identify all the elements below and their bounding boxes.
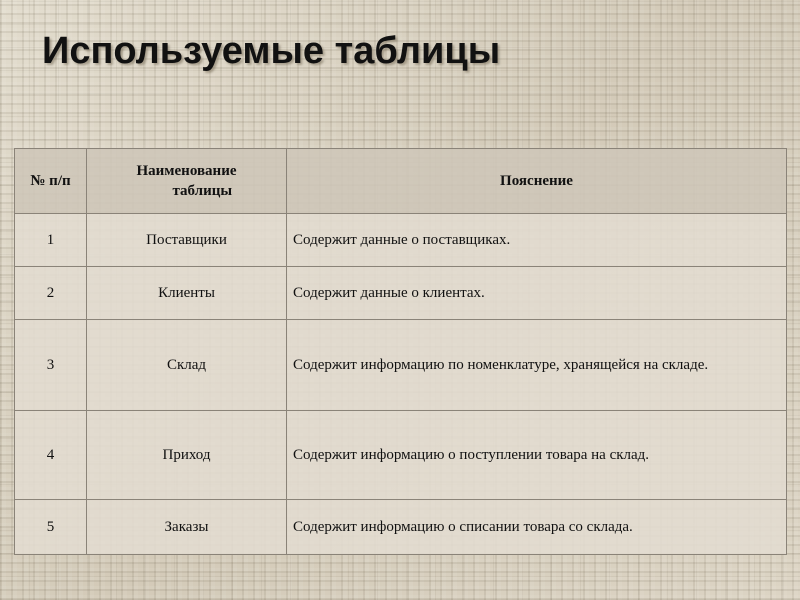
table-row xyxy=(15,500,787,555)
row-name: Приход xyxy=(87,411,287,500)
header-num: № п/п xyxy=(15,149,87,214)
row-description: Содержит данные о клиентах. xyxy=(287,267,787,320)
row-description-text: Содержит информацию по номенклатуре, хранящейся на складе. xyxy=(293,357,709,373)
row-name: Склад xyxy=(87,320,287,411)
table-row xyxy=(15,214,787,267)
header-name xyxy=(87,149,287,214)
row-description: Содержит данные о поставщиках. xyxy=(287,214,787,267)
table-row xyxy=(15,267,787,320)
row-name: Заказы xyxy=(87,500,287,555)
table-header-row xyxy=(15,149,787,214)
row-name: Клиенты xyxy=(87,267,287,320)
row-num: 3 xyxy=(15,320,87,411)
row-num: 4 xyxy=(15,411,87,500)
table-header xyxy=(15,149,787,214)
row-num: 2 xyxy=(15,267,87,320)
table-row xyxy=(15,411,787,500)
header-description: Пояснение xyxy=(287,149,787,214)
header-name-line1: Наименование xyxy=(136,163,237,179)
tables-list-table xyxy=(14,148,787,555)
row-num: 5 xyxy=(15,500,87,555)
table-body xyxy=(15,214,787,555)
row-description: Содержит информацию о списании товара со склада. xyxy=(287,500,787,555)
row-name: Поставщики xyxy=(87,214,287,267)
slide-title: Используемые таблицы xyxy=(42,30,501,72)
row-description xyxy=(287,320,787,411)
table-row xyxy=(15,320,787,411)
header-name-text xyxy=(137,161,237,201)
header-name-line2: таблицы xyxy=(172,183,233,199)
row-num: 1 xyxy=(15,214,87,267)
row-description: Содержит информацию о поступлении товара на склад. xyxy=(287,411,787,500)
